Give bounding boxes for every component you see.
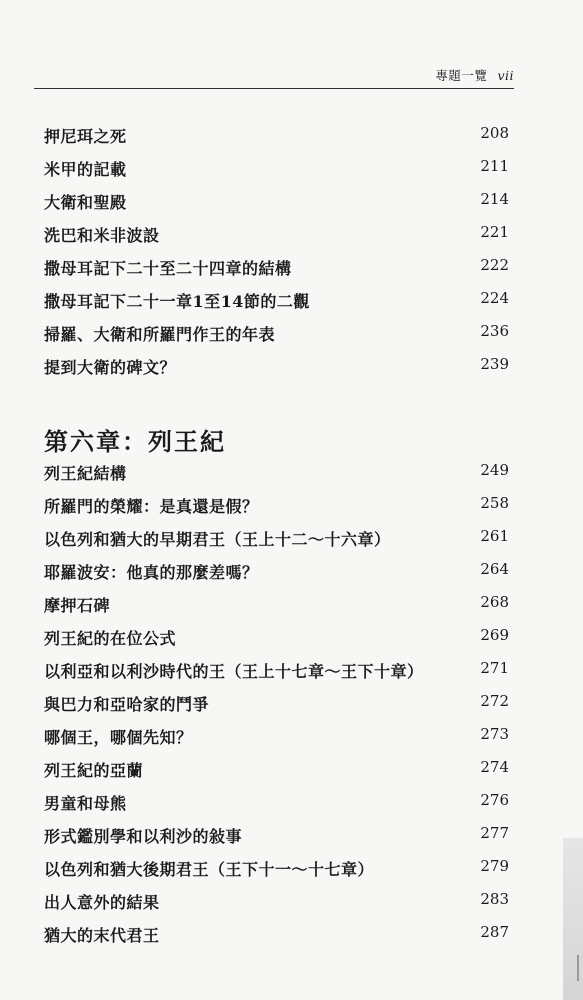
toc-entry xyxy=(44,725,509,758)
toc-entry xyxy=(44,124,509,157)
toc-entry-title: 米甲的記載 xyxy=(44,160,127,179)
toc-entry-title: 提到大衛的碑文？ xyxy=(44,358,177,377)
toc-entry xyxy=(44,289,509,322)
toc-entry-page: 283 xyxy=(480,890,509,908)
toc-entry-page: 272 xyxy=(480,692,509,710)
toc-entry xyxy=(44,791,509,824)
toc-entry-title: 以色列和猶大後期君王（王下十一～十七章） xyxy=(44,860,375,879)
running-header xyxy=(34,62,514,89)
toc-entry-page: 222 xyxy=(480,256,509,274)
chapter-heading: 第六章：列王紀 xyxy=(44,427,226,456)
toc-entry xyxy=(44,593,509,626)
toc-entry xyxy=(44,527,509,560)
toc-entry xyxy=(44,890,509,923)
toc-entry-page: 211 xyxy=(480,157,509,175)
toc-entry-title: 猶大的末代君王 xyxy=(44,926,160,945)
toc-entry xyxy=(44,322,509,355)
toc-entry-title: 男童和母熊 xyxy=(44,794,127,813)
toc-entry-title: 押尼珥之死 xyxy=(44,127,127,146)
toc-entry xyxy=(44,494,509,527)
toc-entry xyxy=(44,692,509,725)
toc-entry xyxy=(44,190,509,223)
toc-entry-title: 摩押石碑 xyxy=(44,596,111,615)
toc-entry xyxy=(44,223,509,256)
toc-entry xyxy=(44,857,509,890)
toc-entry-page: 208 xyxy=(480,124,509,142)
toc-entry-page: 273 xyxy=(480,725,509,743)
toc-entry xyxy=(44,824,509,857)
toc-entry-title: 洗巴和米非波設 xyxy=(44,226,160,245)
toc-entry-page: 239 xyxy=(480,355,509,373)
toc-entry-title: 撒母耳記下二十一章1至14節的二觀 xyxy=(44,292,310,311)
toc-entry xyxy=(44,659,509,692)
toc-entry-page: 268 xyxy=(480,593,509,611)
toc-entry xyxy=(44,560,509,593)
toc-entry-page: 214 xyxy=(480,190,509,208)
toc-entry xyxy=(44,758,509,791)
toc-entry-page: 261 xyxy=(480,527,509,545)
side-thumb-tab xyxy=(563,838,583,1000)
toc-entry-page: 277 xyxy=(480,824,509,842)
toc-entry-title: 掃羅、大衛和所羅門作王的年表 xyxy=(44,325,276,344)
toc-entry-page: 224 xyxy=(480,289,509,307)
side-tab-mark xyxy=(577,955,579,981)
toc-entry-title: 與巴力和亞哈家的鬥爭 xyxy=(44,695,210,714)
toc-entry-title: 以色列和猶大的早期君王（王上十二～十六章） xyxy=(44,530,391,549)
header-text xyxy=(435,66,514,84)
toc-entry-page: 276 xyxy=(480,791,509,809)
toc-entry-title: 哪個王，哪個先知？ xyxy=(44,728,193,747)
toc-group-2 xyxy=(44,461,509,956)
toc-entry-page: 287 xyxy=(480,923,509,941)
toc-entry-title: 大衛和聖殿 xyxy=(44,193,127,212)
header-page-number: vii xyxy=(497,68,514,83)
toc-entry xyxy=(44,157,509,190)
toc-entry xyxy=(44,461,509,494)
toc-entry-page: 249 xyxy=(480,461,509,479)
toc-entry-page: 271 xyxy=(480,659,509,677)
toc-entry-page: 221 xyxy=(480,223,509,241)
toc-entry-page: 258 xyxy=(480,494,509,512)
toc-entry xyxy=(44,355,509,388)
toc-group-1 xyxy=(44,124,509,388)
toc-entry-title: 所羅門的榮耀：是真還是假？ xyxy=(44,497,259,516)
toc-entry-title: 列王紀的亞蘭 xyxy=(44,761,144,780)
toc-entry xyxy=(44,626,509,659)
toc-entry-page: 269 xyxy=(480,626,509,644)
toc-entry-page: 236 xyxy=(480,322,509,340)
toc-entry-page: 279 xyxy=(480,857,509,875)
toc-entry-title: 出人意外的結果 xyxy=(44,893,160,912)
toc-entry xyxy=(44,256,509,289)
header-title: 專題一覽 xyxy=(435,68,488,83)
toc-entry-page: 274 xyxy=(480,758,509,776)
toc-entry-title: 形式鑑別學和以利沙的敍事 xyxy=(44,827,243,846)
toc-entry-title: 撒母耳記下二十至二十四章的結構 xyxy=(44,259,292,278)
toc-entry-title: 以利亞和以利沙時代的王（王上十七章～王下十章） xyxy=(44,662,424,681)
toc-entry-title: 列王紀結構 xyxy=(44,464,127,483)
toc-entry-title: 列王紀的在位公式 xyxy=(44,629,177,648)
toc-entry xyxy=(44,923,509,956)
toc-entry-title: 耶羅波安：他真的那麼差嗎？ xyxy=(44,563,259,582)
toc-entry-page: 264 xyxy=(480,560,509,578)
